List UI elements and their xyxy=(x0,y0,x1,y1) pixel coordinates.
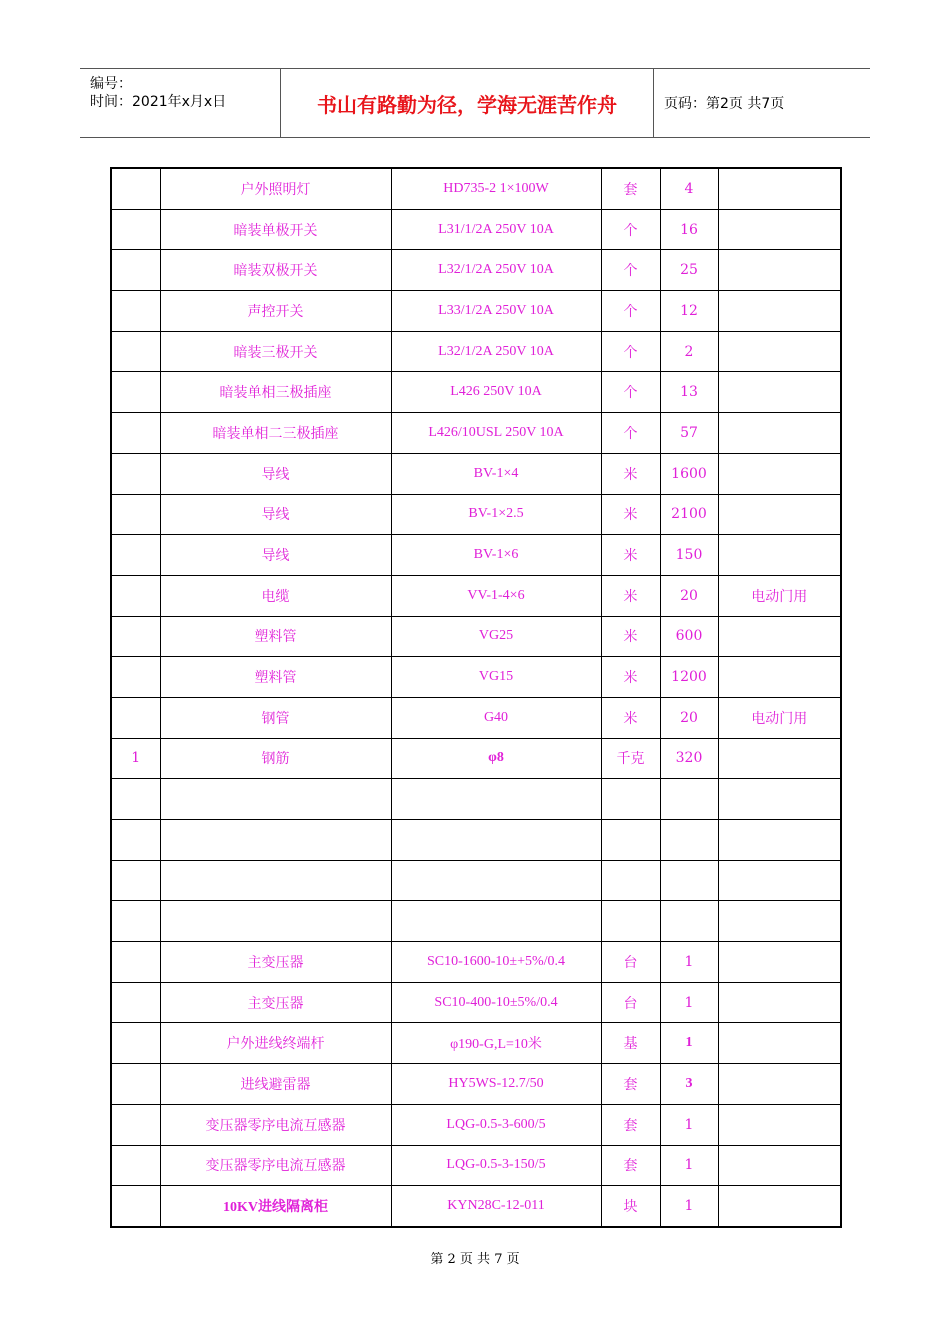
item-name-cell: 暗装双极开关 xyxy=(160,250,391,291)
item-name-cell: 进线避雷器 xyxy=(160,1064,391,1105)
item-unit-cell: 米 xyxy=(601,494,660,535)
row-number-cell xyxy=(111,209,160,250)
item-name-cell: 暗装三极开关 xyxy=(160,331,391,372)
item-quantity-cell: 20 xyxy=(660,575,718,616)
item-spec-cell: VG25 xyxy=(391,616,601,657)
item-note-cell xyxy=(718,209,841,250)
table-row xyxy=(111,1023,841,1064)
item-unit-cell: 个 xyxy=(601,209,660,250)
item-spec-cell: BV-1×2.5 xyxy=(391,494,601,535)
item-unit-cell: 套 xyxy=(601,1145,660,1186)
item-unit-cell: 台 xyxy=(601,982,660,1023)
item-spec-cell: L426/10USL 250V 10A xyxy=(391,413,601,454)
item-note-cell xyxy=(718,860,841,901)
row-number-cell xyxy=(111,535,160,576)
row-number-cell xyxy=(111,372,160,413)
item-unit-cell: 个 xyxy=(601,291,660,332)
item-spec-cell: G40 xyxy=(391,697,601,738)
row-number-cell xyxy=(111,942,160,983)
item-note-cell xyxy=(718,942,841,983)
item-quantity-cell xyxy=(660,901,718,942)
item-quantity-cell: 2100 xyxy=(660,494,718,535)
item-quantity-cell: 2 xyxy=(660,331,718,372)
page-header xyxy=(80,68,870,138)
item-name-cell: 户外照明灯 xyxy=(160,168,391,209)
table-row xyxy=(111,982,841,1023)
item-spec-cell: L32/1/2A 250V 10A xyxy=(391,250,601,291)
item-note-cell xyxy=(718,1104,841,1145)
row-number-cell xyxy=(111,1023,160,1064)
table-row xyxy=(111,616,841,657)
item-quantity-cell: 3 xyxy=(660,1064,718,1105)
item-quantity-cell: 16 xyxy=(660,209,718,250)
item-note-cell xyxy=(718,413,841,454)
item-spec-cell: φ190-G,L=10米 xyxy=(391,1023,601,1064)
row-number-cell xyxy=(111,494,160,535)
item-note-cell xyxy=(718,820,841,861)
row-number-cell xyxy=(111,616,160,657)
row-number-cell xyxy=(111,168,160,209)
item-unit-cell: 个 xyxy=(601,250,660,291)
number-label: 编号： xyxy=(90,76,132,92)
item-name-cell: 10KV进线隔离柜 xyxy=(160,1186,391,1227)
table-row xyxy=(111,1186,841,1227)
item-quantity-cell: 600 xyxy=(660,616,718,657)
item-name-cell: 导线 xyxy=(160,494,391,535)
item-spec-cell: KYN28C-12-011 xyxy=(391,1186,601,1227)
item-note-cell xyxy=(718,494,841,535)
item-spec-cell: VV-1-4×6 xyxy=(391,575,601,616)
row-number-cell xyxy=(111,453,160,494)
item-note-cell xyxy=(718,1145,841,1186)
item-unit-cell xyxy=(601,860,660,901)
item-spec-cell: LQG-0.5-3-600/5 xyxy=(391,1104,601,1145)
row-number-cell: 1 xyxy=(111,738,160,779)
table-row xyxy=(111,860,841,901)
table-row xyxy=(111,657,841,698)
item-spec-cell: SC10-400-10±5%/0.4 xyxy=(391,982,601,1023)
header-meta xyxy=(80,69,281,137)
item-quantity-cell: 1 xyxy=(660,1023,718,1064)
item-name-cell xyxy=(160,820,391,861)
item-name-cell: 导线 xyxy=(160,535,391,576)
item-unit-cell: 个 xyxy=(601,372,660,413)
table-row xyxy=(111,291,841,332)
item-quantity-cell: 57 xyxy=(660,413,718,454)
item-name-cell xyxy=(160,779,391,820)
table-row xyxy=(111,697,841,738)
row-number-cell xyxy=(111,1145,160,1186)
row-number-cell xyxy=(111,250,160,291)
item-spec-cell: L33/1/2A 250V 10A xyxy=(391,291,601,332)
table-row xyxy=(111,738,841,779)
item-note-cell xyxy=(718,901,841,942)
item-quantity-cell: 1 xyxy=(660,942,718,983)
item-spec-cell: HY5WS-12.7/50 xyxy=(391,1064,601,1105)
item-name-cell: 电缆 xyxy=(160,575,391,616)
item-name-cell xyxy=(160,860,391,901)
time-label: 时间：2021年x月x日 xyxy=(90,94,227,110)
row-number-cell xyxy=(111,413,160,454)
row-number-cell xyxy=(111,697,160,738)
item-unit-cell xyxy=(601,779,660,820)
item-note-cell xyxy=(718,1186,841,1227)
item-quantity-cell: 1 xyxy=(660,982,718,1023)
item-name-cell: 导线 xyxy=(160,453,391,494)
row-number-cell xyxy=(111,901,160,942)
item-name-cell: 暗装单极开关 xyxy=(160,209,391,250)
table-row xyxy=(111,1145,841,1186)
item-note-cell xyxy=(718,779,841,820)
item-name-cell: 塑料管 xyxy=(160,657,391,698)
table-row xyxy=(111,901,841,942)
item-note-cell xyxy=(718,291,841,332)
item-unit-cell: 套 xyxy=(601,168,660,209)
table-row xyxy=(111,209,841,250)
item-spec-cell: L426 250V 10A xyxy=(391,372,601,413)
item-quantity-cell: 12 xyxy=(660,291,718,332)
item-unit-cell: 米 xyxy=(601,697,660,738)
item-note-cell xyxy=(718,616,841,657)
table-row xyxy=(111,453,841,494)
row-number-cell xyxy=(111,820,160,861)
item-spec-cell: VG15 xyxy=(391,657,601,698)
item-name-cell: 声控开关 xyxy=(160,291,391,332)
item-quantity-cell: 1 xyxy=(660,1145,718,1186)
item-unit-cell: 米 xyxy=(601,616,660,657)
table-row xyxy=(111,413,841,454)
item-quantity-cell: 1200 xyxy=(660,657,718,698)
item-quantity-cell: 25 xyxy=(660,250,718,291)
row-number-cell xyxy=(111,1064,160,1105)
item-spec-cell xyxy=(391,779,601,820)
item-spec-cell: L32/1/2A 250V 10A xyxy=(391,331,601,372)
item-name-cell: 钢筋 xyxy=(160,738,391,779)
item-note-cell xyxy=(718,168,841,209)
item-note-cell xyxy=(718,657,841,698)
item-quantity-cell: 4 xyxy=(660,168,718,209)
item-spec-cell: L31/1/2A 250V 10A xyxy=(391,209,601,250)
item-name-cell: 变压器零序电流互感器 xyxy=(160,1145,391,1186)
row-number-cell xyxy=(111,575,160,616)
item-spec-cell: HD735-2 1×100W xyxy=(391,168,601,209)
table-row xyxy=(111,820,841,861)
item-spec-cell: φ8 xyxy=(391,738,601,779)
item-unit-cell: 米 xyxy=(601,657,660,698)
item-spec-cell xyxy=(391,820,601,861)
item-unit-cell xyxy=(601,901,660,942)
item-name-cell: 暗装单相三极插座 xyxy=(160,372,391,413)
item-spec-cell xyxy=(391,901,601,942)
materials-table xyxy=(110,167,842,1228)
item-quantity-cell: 13 xyxy=(660,372,718,413)
row-number-cell xyxy=(111,779,160,820)
item-note-cell xyxy=(718,1064,841,1105)
item-unit-cell: 个 xyxy=(601,413,660,454)
table-row xyxy=(111,372,841,413)
table-row xyxy=(111,942,841,983)
item-unit-cell: 套 xyxy=(601,1064,660,1105)
item-note-cell: 电动门用 xyxy=(718,575,841,616)
row-number-cell xyxy=(111,657,160,698)
item-quantity-cell: 1 xyxy=(660,1186,718,1227)
item-name-cell xyxy=(160,901,391,942)
row-number-cell xyxy=(111,982,160,1023)
item-name-cell: 变压器零序电流互感器 xyxy=(160,1104,391,1145)
header-page-info: 页码：第2页 共7页 xyxy=(664,96,785,112)
row-number-cell xyxy=(111,1186,160,1227)
table-row xyxy=(111,1064,841,1105)
row-number-cell xyxy=(111,291,160,332)
row-number-cell xyxy=(111,331,160,372)
table-row xyxy=(111,779,841,820)
item-unit-cell xyxy=(601,820,660,861)
item-quantity-cell xyxy=(660,820,718,861)
item-quantity-cell xyxy=(660,860,718,901)
item-spec-cell: LQG-0.5-3-150/5 xyxy=(391,1145,601,1186)
item-quantity-cell: 320 xyxy=(660,738,718,779)
item-note-cell xyxy=(718,372,841,413)
item-note-cell xyxy=(718,331,841,372)
item-spec-cell xyxy=(391,860,601,901)
row-number-cell xyxy=(111,860,160,901)
header-slogan: 书山有路勤为径，学海无涯苦作舟 xyxy=(281,69,654,137)
materials-table-body xyxy=(111,168,841,1227)
item-unit-cell: 基 xyxy=(601,1023,660,1064)
item-quantity-cell: 1 xyxy=(660,1104,718,1145)
table-row xyxy=(111,494,841,535)
table-row xyxy=(111,250,841,291)
item-name-cell: 主变压器 xyxy=(160,982,391,1023)
table-row xyxy=(111,331,841,372)
item-name-cell: 钢管 xyxy=(160,697,391,738)
page-footer: 第 2 页 共 7 页 xyxy=(430,1252,520,1267)
item-note-cell: 电动门用 xyxy=(718,697,841,738)
item-spec-cell: BV-1×6 xyxy=(391,535,601,576)
item-unit-cell: 台 xyxy=(601,942,660,983)
item-note-cell xyxy=(718,453,841,494)
item-unit-cell: 米 xyxy=(601,453,660,494)
table-row xyxy=(111,575,841,616)
item-name-cell: 塑料管 xyxy=(160,616,391,657)
item-note-cell xyxy=(718,982,841,1023)
row-number-cell xyxy=(111,1104,160,1145)
item-unit-cell: 块 xyxy=(601,1186,660,1227)
item-unit-cell: 套 xyxy=(601,1104,660,1145)
item-note-cell xyxy=(718,250,841,291)
item-quantity-cell: 150 xyxy=(660,535,718,576)
item-name-cell: 户外进线终端杆 xyxy=(160,1023,391,1064)
table-row xyxy=(111,1104,841,1145)
item-spec-cell: BV-1×4 xyxy=(391,453,601,494)
item-quantity-cell xyxy=(660,779,718,820)
table-row xyxy=(111,168,841,209)
item-spec-cell: SC10-1600-10±+5%/0.4 xyxy=(391,942,601,983)
item-quantity-cell: 1600 xyxy=(660,453,718,494)
item-name-cell: 主变压器 xyxy=(160,942,391,983)
item-note-cell xyxy=(718,738,841,779)
item-unit-cell: 千克 xyxy=(601,738,660,779)
item-note-cell xyxy=(718,535,841,576)
item-unit-cell: 个 xyxy=(601,331,660,372)
item-unit-cell: 米 xyxy=(601,535,660,576)
item-note-cell xyxy=(718,1023,841,1064)
item-quantity-cell: 20 xyxy=(660,697,718,738)
item-unit-cell: 米 xyxy=(601,575,660,616)
table-row xyxy=(111,535,841,576)
item-name-cell: 暗装单相二三极插座 xyxy=(160,413,391,454)
